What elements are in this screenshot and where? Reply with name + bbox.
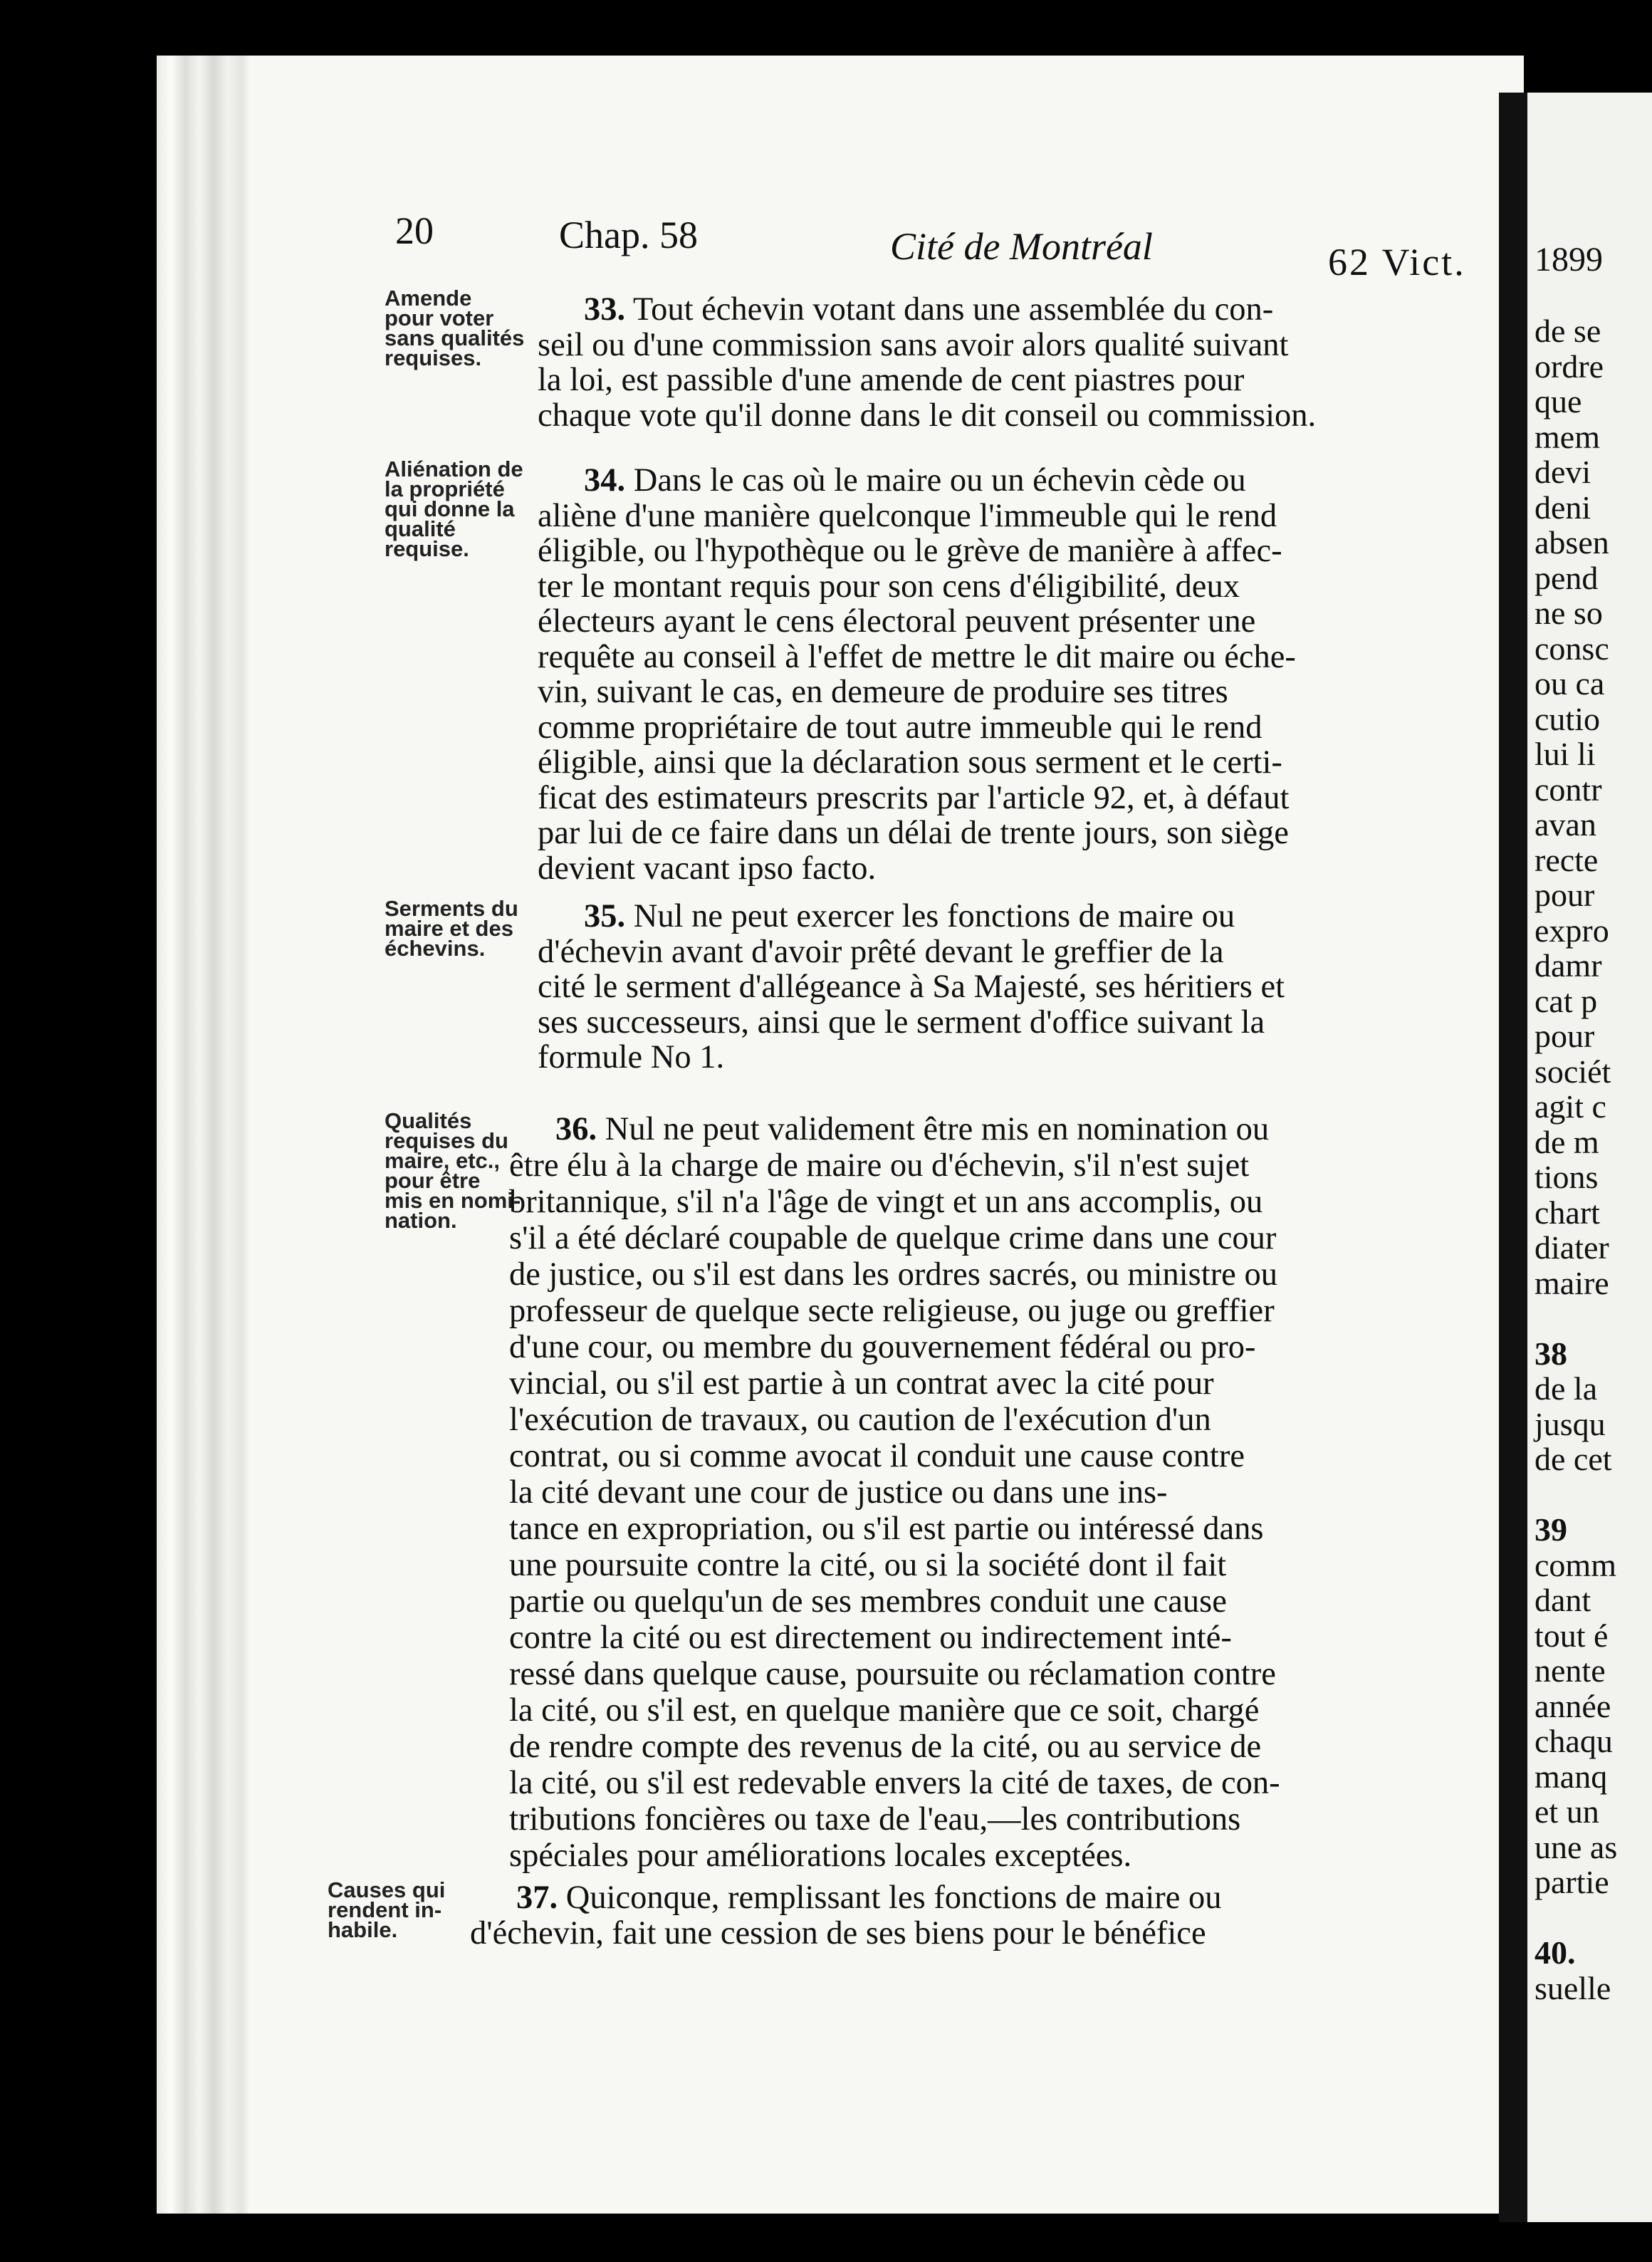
page-number: 20 — [395, 209, 434, 252]
facing-line-fragment: recte — [1535, 841, 1599, 878]
facing-line-fragment: 39 — [1535, 1511, 1567, 1548]
facing-line-fragment: jusqu — [1535, 1405, 1606, 1442]
facing-page — [1527, 93, 1652, 2222]
facing-line-fragment: lui li — [1535, 736, 1596, 772]
section-number: 35. — [584, 898, 626, 934]
running-title: Cité de Montréal — [890, 225, 1153, 268]
facing-line-fragment: de se — [1535, 313, 1601, 349]
facing-line-fragment: une as — [1535, 1828, 1618, 1865]
facing-line-fragment: 38 — [1535, 1335, 1567, 1372]
section-33-text: 33. Tout échevin votant dans une assemblée du con- seil ou d'une commission sans avoir alors qualité suivant la loi, est passible d'une amende de cent piastres pour chaque vote qu'il donne dans le dit conseil ou commission. — [538, 291, 1317, 434]
facing-page-text — [1535, 313, 1617, 2006]
facing-line-fragment: pend — [1535, 559, 1599, 596]
section-number: 36. — [555, 1111, 597, 1147]
book-gutter — [1499, 93, 1527, 2222]
facing-line-fragment: damr — [1535, 947, 1602, 984]
facing-line-fragment: de cet — [1535, 1441, 1612, 1477]
facing-line-fragment: chaqu — [1535, 1723, 1613, 1759]
section-number: 33. — [584, 291, 626, 328]
facing-line-fragment — [1535, 1301, 1617, 1336]
facing-line-fragment: mem — [1535, 418, 1600, 455]
facing-line-fragment: ordre — [1535, 348, 1604, 385]
facing-line-fragment: 40. — [1535, 1934, 1576, 1971]
facing-line-fragment: contr — [1535, 771, 1602, 808]
facing-line-fragment: ne so — [1535, 595, 1603, 631]
facing-line-fragment: partie — [1535, 1864, 1609, 1900]
facing-line-fragment: comm — [1535, 1546, 1616, 1583]
facing-line-fragment: année — [1535, 1687, 1611, 1724]
page-edge-stack — [157, 56, 249, 2214]
section-number: 34. — [584, 462, 626, 499]
facing-line-fragment: avan — [1535, 806, 1596, 843]
section-34-text: 34. Dans le cas où le maire ou un échevin cède ou aliène d'une manière quelconque l'immeuble qui le rend éligible, ou l'hypothèque ou le grève de manière à affec- ter le montant requis pour son cens d'éligibilité, deux électeurs ayant le cens électoral peuvent présenter une requête au conseil à l'effet de mettre le dit maire ou éche- vin, suivant le cas, en demeure de produire ses titres comme propriétaire de tout autre immeuble qui le rend éligible, ainsi que la déclaration sous serment et le certi- ficat des estimateurs prescrits par l'article 92, et, à défaut par lui de ce faire dans un délai de trente jours, son siège devient vacant ipso facto. — [538, 462, 1296, 887]
regnal-year: 62 Vict. — [1328, 241, 1466, 283]
facing-line-fragment: dant — [1535, 1582, 1591, 1618]
facing-line-fragment: diater — [1535, 1229, 1609, 1266]
facing-line-fragment: deni — [1535, 489, 1591, 526]
facing-line-fragment: tions — [1535, 1159, 1599, 1195]
facing-line-fragment: maire — [1535, 1264, 1609, 1301]
facing-page-year: 1899 — [1535, 241, 1603, 278]
running-header — [395, 196, 1470, 283]
facing-line-fragment: nente — [1535, 1652, 1606, 1689]
facing-line-fragment — [1535, 1477, 1617, 1513]
facing-line-fragment: absen — [1535, 524, 1609, 561]
facing-line-fragment: sociét — [1535, 1053, 1611, 1090]
facing-line-fragment: pour — [1535, 877, 1595, 913]
sidenote-37: Causes qui rendent in- habile. — [328, 1877, 446, 1942]
facing-line-fragment: que — [1535, 383, 1582, 419]
sidenote-35: Serments du maire et des échevins. — [385, 896, 518, 961]
sidenote-36: Qualités requises du maire, etc., pour être mis en nomi- nation. — [385, 1108, 521, 1233]
facing-line-fragment: de m — [1535, 1123, 1599, 1160]
sidenote-33: Amende pour voter sans qualités requises. — [385, 286, 525, 370]
facing-line-fragment: expro — [1535, 912, 1609, 949]
section-37-text: 37. Quiconque, remplissant les fonctions de maire ou d'échevin, fait une cession de ses biens pour le bénéfice — [470, 1880, 1222, 1951]
sidenote-34: Aliénation de la propriété qui donne la qualité requise. — [385, 457, 523, 561]
section-36-text: 36. Nul ne peut validement être mis en nomination ou être élu à la charge de maire ou d'échevin, s'il n'est sujet britannique, s'il n'a l'âge de vingt et un ans accomplis, ou s'il a été déclaré coupable de quelque crime dans une cour de justice, ou s'il est dans les ordres sacrés, ou ministre ou professeur de quelque secte religieuse, ou juge ou greffier d'une cour, ou membre du gouvernement fédéral ou pro- vincial, ou s'il est partie à un contrat avec la cité pour l'exécution de travaux, ou caution de l'exécution d'un contrat, ou si comme avocat il conduit une cause contre la cité devant une cour de justice ou dans une ins- tance en expropriation, ou s'il est partie ou intéressé dans une poursuite contre la cité, ou si la société dont il fait partie ou quelqu'un de ses membres conduit une cause contre la cité ou est directement ou indirectement inté- ressé dans quelque cause, poursuite ou réclamation contre la cité, ou s'il est, en quelque manière que ce soit, chargé de rendre compte des revenus de la cité, ou au service de la cité, ou s'il est redevable envers la cité de taxes, de con- tributions foncières ou taxe de l'eau,—les contributions spéciales pour améliorations locales exceptées. — [509, 1111, 1280, 1874]
chapter-label: Chap. 58 — [559, 214, 698, 256]
section-number: 37. — [516, 1880, 558, 1916]
facing-line-fragment: ou ca — [1535, 665, 1605, 702]
facing-line-fragment: tout é — [1535, 1617, 1609, 1654]
facing-line-fragment: cutio — [1535, 700, 1600, 737]
facing-line-fragment — [1535, 1900, 1617, 1936]
facing-line-fragment: devi — [1535, 454, 1591, 490]
section-35-text: 35. Nul ne peut exercer les fonctions de maire ou d'échevin avant d'avoir prêté devant le greffier de la cité le serment d'allégeance à Sa Majesté, ses héritiers et ses successeurs, ainsi que le serment d'office suivant la formule No 1. — [538, 898, 1285, 1075]
facing-line-fragment: de la — [1535, 1370, 1598, 1407]
facing-line-fragment: suelle — [1535, 1969, 1611, 2006]
facing-line-fragment: agit c — [1535, 1088, 1606, 1125]
facing-line-fragment: manq — [1535, 1758, 1608, 1795]
facing-line-fragment: consc — [1535, 630, 1609, 667]
facing-line-fragment: et un — [1535, 1793, 1599, 1830]
facing-line-fragment: chart — [1535, 1194, 1600, 1231]
facing-line-fragment: cat p — [1535, 982, 1598, 1019]
facing-line-fragment: pour — [1535, 1018, 1595, 1054]
